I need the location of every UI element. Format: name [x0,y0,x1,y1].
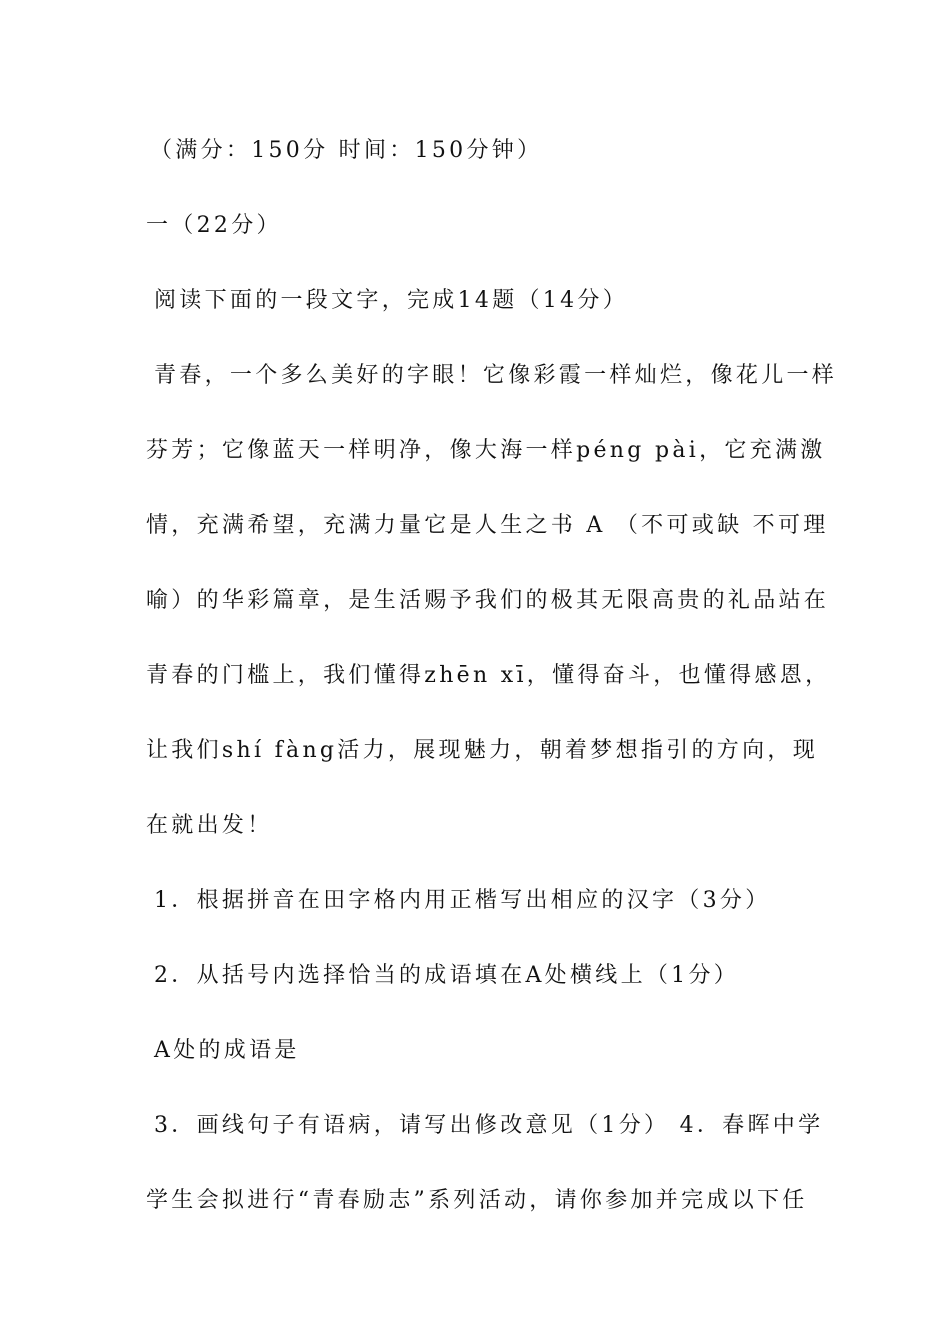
passage-line-1: 青春，一个多么美好的字眼！它像彩霞一样灿烂，像花儿一样 [154,363,838,388]
question-2: 2．从括号内选择恰当的成语填在A处横线上（1分） [154,963,740,988]
passage-line-2: 芬芳；它像蓝天一样明净，像大海一样péng pài，它充满激 [146,438,826,463]
passage-line-3: 情，充满希望，充满力量它是人生之书 A （不可或缺 不可理 [146,513,829,538]
exam-score-time: （满分：150分 时间：150分钟） [150,138,543,163]
question-2-answer-label: A处的成语是 [154,1038,300,1063]
passage-line-4: 喻）的华彩篇章，是生活赐予我们的极其无限高贵的礼品站在 [146,588,830,613]
passage-line-6: 让我们shí fàng活力，展现魅力，朝着梦想指引的方向，现 [146,738,819,763]
question-3-4: 3．画线句子有语病，请写出修改意见（1分） 4．春晖中学 [154,1113,824,1138]
passage-line-7: 在就出发！ [146,813,273,838]
section-heading: 一（22分） [146,213,282,238]
question-4-continued: 学生会拟进行“青春励志”系列活动，请你参加并完成以下任 [146,1188,808,1213]
question-1: 1．根据拼音在田字格内用正楷写出相应的汉字（3分） [154,888,771,913]
passage-line-5: 青春的门槛上，我们懂得zhēn xī，懂得奋斗，也懂得感恩， [146,663,831,688]
reading-instruction: 阅读下面的一段文字，完成14题（14分） [154,288,628,313]
